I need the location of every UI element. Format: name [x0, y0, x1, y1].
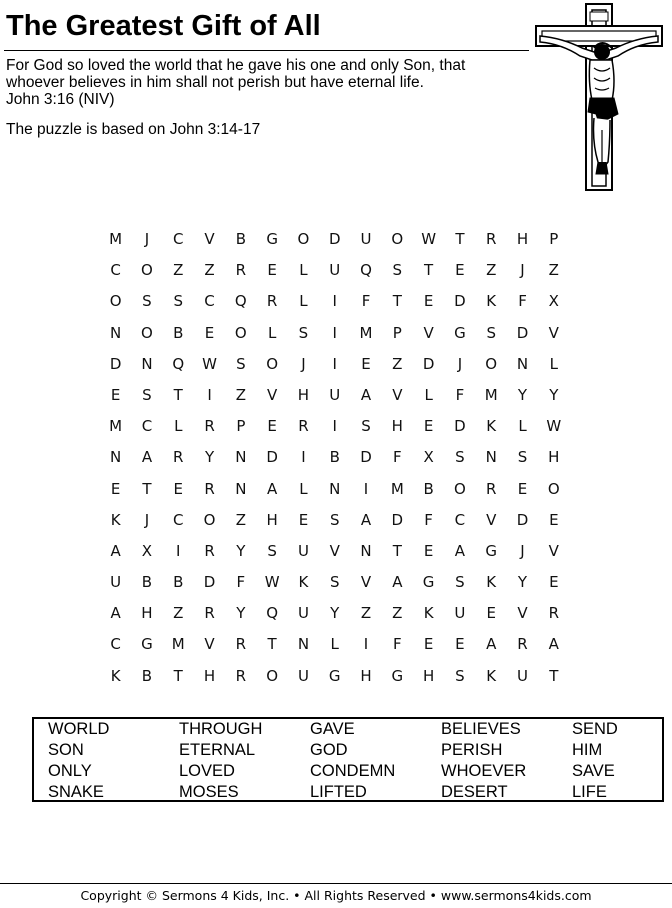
grid-letter[interactable]: Z	[392, 604, 403, 623]
word-list-item: WHOEVER	[441, 762, 527, 780]
grid-letter[interactable]: U	[360, 230, 372, 248]
grid-letter[interactable]: E	[549, 510, 559, 529]
grid-letter[interactable]: E	[486, 604, 496, 623]
grid-letter[interactable]: Q	[172, 354, 185, 373]
grid-letter[interactable]: G	[266, 230, 278, 248]
grid-letter[interactable]: D	[328, 230, 341, 248]
grid-letter[interactable]: L	[174, 417, 183, 436]
grid-letter[interactable]: R	[235, 261, 247, 280]
grid-letter[interactable]: U	[297, 604, 309, 623]
grid-letter[interactable]: C	[173, 510, 184, 529]
grid-letter[interactable]: T	[392, 292, 402, 311]
grid-letter[interactable]: P	[392, 323, 402, 342]
grid-letter[interactable]: O	[109, 292, 122, 311]
grid-letter[interactable]: H	[266, 510, 278, 529]
grid-letter[interactable]: U	[297, 541, 309, 560]
grid-letter[interactable]: H	[203, 666, 216, 685]
grid-letter[interactable]: W	[202, 354, 217, 373]
grid-letter[interactable]: V	[204, 635, 215, 654]
grid-letter[interactable]: M	[109, 230, 123, 248]
grid-letter[interactable]: S	[173, 292, 183, 311]
grid-letter[interactable]: I	[332, 323, 337, 342]
grid-letter[interactable]: Y	[517, 385, 528, 404]
grid-letter[interactable]: C	[141, 417, 153, 436]
grid-letter[interactable]: N	[141, 354, 153, 373]
grid-letter[interactable]: E	[423, 292, 434, 311]
grid-letter[interactable]: Y	[204, 448, 215, 467]
grid-letter[interactable]: N	[297, 635, 310, 654]
grid-letter[interactable]: Z	[173, 261, 184, 280]
grid-letter[interactable]: Y	[549, 385, 559, 404]
grid-letter[interactable]: U	[110, 573, 122, 592]
grid-letter[interactable]: S	[236, 354, 246, 373]
grid-letter[interactable]: I	[363, 635, 369, 654]
grid-letter[interactable]: E	[423, 417, 434, 436]
grid-letter[interactable]: K	[486, 417, 497, 436]
grid-letter[interactable]: D	[109, 354, 122, 373]
grid-letter[interactable]: O	[454, 479, 466, 498]
grid-letter[interactable]: I	[176, 541, 181, 560]
grid-letter[interactable]: C	[110, 261, 121, 280]
word-list-item: PERISH	[441, 741, 503, 759]
grid-letter[interactable]: Z	[360, 604, 372, 623]
grid-letter[interactable]: H	[297, 385, 310, 404]
grid-letter[interactable]: G	[141, 635, 153, 654]
grid-letter[interactable]: T	[173, 385, 183, 404]
grid-letter[interactable]: N	[485, 448, 497, 467]
grid-letter[interactable]: V	[548, 323, 559, 342]
grid-letter[interactable]: E	[361, 354, 371, 373]
grid-letter[interactable]: Z	[392, 354, 403, 373]
grid-letter[interactable]: E	[423, 541, 434, 560]
word-list-item: LIFTED	[310, 783, 367, 801]
grid-letter[interactable]: D	[454, 292, 466, 311]
grid-letter[interactable]: P	[549, 230, 559, 248]
grid-letter[interactable]: R	[485, 479, 497, 498]
grid-letter[interactable]: V	[329, 541, 340, 560]
grid-letter[interactable]: R	[266, 292, 278, 311]
grid-letter[interactable]: R	[204, 417, 215, 436]
grid-letter[interactable]: D	[454, 417, 466, 436]
grid-letter[interactable]: Z	[204, 261, 215, 280]
grid-letter[interactable]: E	[267, 417, 277, 436]
grid-letter[interactable]: B	[141, 573, 153, 592]
grid-letter[interactable]: K	[486, 666, 497, 685]
grid-letter[interactable]: B	[141, 666, 153, 685]
grid-letter[interactable]: M	[484, 385, 498, 404]
grid-letter[interactable]: O	[203, 510, 216, 529]
word-list-item: SNAKE	[48, 783, 104, 801]
grid-letter[interactable]: S	[329, 510, 340, 529]
grid-letter[interactable]: N	[360, 541, 372, 560]
word-list-item: HIM	[572, 741, 603, 759]
grid-letter[interactable]: A	[267, 479, 278, 498]
grid-letter[interactable]: S	[329, 573, 340, 592]
grid-letter[interactable]: N	[235, 479, 247, 498]
word-list-item: BELIEVES	[441, 720, 521, 738]
grid-letter[interactable]: B	[235, 230, 246, 248]
grid-letter[interactable]: O	[141, 261, 153, 280]
grid-letter[interactable]: B	[329, 448, 340, 467]
grid-letter[interactable]: H	[548, 448, 560, 467]
grid-letter[interactable]: R	[204, 604, 215, 623]
grid-letter[interactable]: L	[518, 417, 527, 436]
grid-letter[interactable]: L	[549, 354, 558, 373]
word-list-item: GAVE	[310, 720, 355, 738]
grid-letter[interactable]: T	[392, 541, 402, 560]
grid-letter[interactable]: A	[454, 541, 466, 560]
grid-letter[interactable]: T	[455, 230, 465, 248]
grid-letter[interactable]: Z	[235, 385, 246, 404]
grid-letter[interactable]: V	[204, 230, 215, 248]
grid-letter[interactable]: M	[109, 417, 123, 436]
grid-letter[interactable]: J	[144, 510, 150, 529]
grid-letter[interactable]: V	[517, 604, 528, 623]
grid-letter[interactable]: R	[298, 417, 309, 436]
grid-letter[interactable]: E	[110, 385, 121, 404]
grid-letter[interactable]: E	[110, 479, 121, 498]
word-list-box	[32, 717, 664, 802]
grid-letter[interactable]: M	[390, 479, 404, 498]
grid-letter[interactable]: U	[297, 666, 309, 685]
word-list-item: SAVE	[572, 762, 615, 780]
verse-line: whoever believes in him shall not perish but have eternal life.	[6, 74, 424, 91]
grid-letter[interactable]: N	[329, 479, 341, 498]
grid-letter[interactable]: J	[520, 261, 525, 280]
word-list-item: DESERT	[441, 783, 508, 801]
grid-letter[interactable]: E	[267, 261, 277, 280]
grid-letter[interactable]: N	[235, 448, 247, 467]
word-list-item: GOD	[310, 741, 348, 759]
grid-letter[interactable]: M	[171, 635, 185, 654]
grid-letter[interactable]: I	[332, 292, 337, 311]
grid-letter[interactable]: I	[363, 479, 369, 498]
grid-letter[interactable]: O	[485, 354, 498, 373]
grid-letter[interactable]: J	[301, 354, 306, 373]
grid-letter[interactable]: E	[549, 573, 559, 592]
grid-letter[interactable]: T	[424, 261, 434, 280]
grid-letter[interactable]: H	[422, 666, 435, 685]
grid-letter[interactable]: D	[516, 323, 529, 342]
grid-letter[interactable]: O	[297, 230, 310, 248]
grid-letter[interactable]: T	[173, 666, 183, 685]
grid-letter[interactable]: S	[486, 323, 496, 342]
copyright-footer: Copyright © Sermons 4 Kids, Inc. • All Rights Reserved • www.sermons4kids.com	[80, 888, 592, 903]
grid-letter[interactable]: Y	[236, 604, 246, 623]
grid-letter[interactable]: C	[454, 510, 466, 529]
grid-letter[interactable]: G	[454, 323, 466, 342]
grid-letter[interactable]: O	[266, 354, 279, 373]
grid-letter[interactable]: R	[235, 666, 247, 685]
word-search-grid	[100, 224, 569, 692]
grid-letter[interactable]: A	[360, 385, 372, 404]
grid-letter[interactable]: Q	[360, 261, 372, 280]
grid-letter[interactable]: U	[517, 666, 528, 685]
grid-letter[interactable]: K	[110, 666, 121, 685]
grid-letter[interactable]: W	[264, 573, 280, 592]
grid-letter[interactable]: L	[299, 479, 308, 498]
grid-letter[interactable]: B	[173, 573, 184, 592]
grid-letter[interactable]: B	[173, 323, 184, 342]
verse-line: For God so loved the world that he gave his one and only Son, that	[6, 57, 466, 74]
grid-letter[interactable]: R	[173, 448, 184, 467]
grid-letter[interactable]: S	[142, 292, 152, 311]
grid-letter[interactable]: E	[517, 479, 528, 498]
word-list-item: CONDEMN	[310, 762, 396, 780]
grid-letter[interactable]: L	[330, 635, 339, 654]
grid-letter[interactable]: H	[141, 604, 153, 623]
word-list-item: THROUGH	[179, 720, 263, 738]
grid-letter[interactable]: S	[267, 541, 277, 560]
grid-letter[interactable]: L	[424, 385, 433, 404]
word-list-item: SEND	[572, 720, 618, 738]
grid-letter[interactable]: K	[486, 292, 497, 311]
grid-letter[interactable]: Z	[173, 604, 184, 623]
grid-letter[interactable]: S	[361, 417, 371, 436]
grid-letter[interactable]: Y	[330, 604, 340, 623]
grid-letter[interactable]: Z	[548, 261, 559, 280]
grid-letter[interactable]: H	[516, 230, 529, 248]
grid-letter[interactable]: H	[360, 666, 372, 685]
title-divider	[4, 50, 529, 51]
grid-letter[interactable]: D	[422, 354, 435, 373]
grid-letter[interactable]: V	[392, 385, 403, 404]
grid-letter[interactable]: S	[392, 261, 403, 280]
word-list-item: SON	[48, 741, 84, 759]
grid-letter[interactable]: I	[207, 385, 212, 404]
grid-letter[interactable]: X	[423, 448, 434, 467]
grid-letter[interactable]: N	[110, 448, 122, 467]
grid-letter[interactable]: E	[173, 479, 183, 498]
grid-letter[interactable]: Z	[486, 261, 497, 280]
grid-letter[interactable]: G	[422, 573, 435, 592]
word-list-item: WORLD	[48, 720, 110, 738]
grid-letter[interactable]: E	[204, 323, 215, 342]
grid-letter[interactable]: U	[329, 385, 341, 404]
grid-letter[interactable]: J	[520, 541, 525, 560]
grid-letter[interactable]: C	[204, 292, 215, 311]
grid-letter[interactable]: G	[328, 666, 341, 685]
grid-letter[interactable]: B	[423, 479, 434, 498]
verse-block	[6, 57, 526, 108]
grid-letter[interactable]: T	[549, 666, 559, 685]
grid-letter[interactable]: S	[517, 448, 528, 467]
grid-letter[interactable]: A	[548, 635, 559, 654]
grid-letter[interactable]: V	[267, 385, 278, 404]
grid-letter[interactable]: R	[204, 541, 215, 560]
grid-letter[interactable]: F	[393, 635, 402, 654]
grid-letter[interactable]: I	[332, 354, 337, 373]
grid-letter[interactable]: A	[110, 604, 121, 623]
grid-letter[interactable]: O	[391, 230, 404, 248]
grid-letter[interactable]: F	[424, 510, 433, 529]
grid-letter[interactable]: X	[548, 292, 559, 311]
footer-divider	[0, 883, 672, 884]
grid-letter[interactable]: F	[518, 292, 527, 311]
grid-letter[interactable]: F	[393, 448, 402, 467]
grid-letter[interactable]: K	[110, 510, 121, 529]
grid-letter[interactable]: D	[360, 448, 372, 467]
grid-letter[interactable]: L	[299, 292, 308, 311]
grid-letter[interactable]: U	[454, 604, 466, 623]
grid-letter[interactable]: I	[332, 417, 337, 436]
grid-letter[interactable]: H	[391, 417, 403, 436]
grid-letter[interactable]: N	[516, 354, 529, 373]
grid-letter[interactable]: A	[486, 635, 497, 654]
grid-letter[interactable]: T	[142, 479, 152, 498]
grid-letter[interactable]: O	[141, 323, 153, 342]
word-list-item: MOSES	[179, 783, 239, 801]
grid-letter[interactable]: R	[548, 604, 560, 623]
grid-letter[interactable]: P	[236, 417, 246, 436]
grid-letter[interactable]: S	[455, 666, 465, 685]
grid-letter[interactable]: S	[455, 573, 465, 592]
grid-letter[interactable]: L	[267, 323, 277, 342]
grid-letter[interactable]: S	[298, 323, 309, 342]
grid-letter[interactable]: F	[361, 292, 371, 311]
grid-letter[interactable]: D	[266, 448, 278, 467]
grid-letter[interactable]: F	[236, 573, 246, 592]
word-list-item: ONLY	[48, 762, 92, 780]
grid-letter[interactable]: R	[235, 635, 247, 654]
grid-letter[interactable]: R	[517, 635, 528, 654]
verse-reference: John 3:16 (NIV)	[6, 91, 115, 108]
word-list-item: LIFE	[572, 783, 607, 801]
grid-letter[interactable]: L	[299, 261, 308, 280]
grid-letter[interactable]: C	[173, 230, 184, 248]
grid-letter[interactable]: V	[548, 541, 559, 560]
grid-letter[interactable]: V	[360, 573, 372, 592]
grid-letter[interactable]: Y	[236, 541, 246, 560]
grid-letter[interactable]: Q	[234, 292, 247, 311]
grid-letter[interactable]: K	[486, 573, 497, 592]
grid-letter[interactable]: O	[234, 323, 247, 342]
grid-letter[interactable]: A	[141, 448, 153, 467]
grid-letter[interactable]: S	[142, 385, 152, 404]
grid-letter[interactable]: E	[455, 635, 465, 654]
crucifix-icon	[532, 2, 666, 192]
grid-letter[interactable]: J	[144, 230, 150, 248]
grid-letter[interactable]: U	[329, 261, 341, 280]
grid-letter[interactable]: X	[141, 541, 153, 560]
grid-letter[interactable]: C	[110, 635, 121, 654]
word-list-item: LOVED	[179, 762, 235, 780]
grid-letter[interactable]: T	[267, 635, 277, 654]
page-title: The Greatest Gift of All	[6, 10, 321, 42]
grid-letter[interactable]: D	[391, 510, 404, 529]
grid-letter[interactable]: E	[298, 510, 309, 529]
grid-letter[interactable]: K	[298, 573, 309, 592]
grid-letter[interactable]: W	[546, 417, 562, 436]
grid-letter[interactable]: O	[547, 479, 560, 498]
grid-letter[interactable]: E	[455, 261, 465, 280]
grid-letter[interactable]: G	[485, 541, 498, 560]
grid-letter[interactable]: W	[421, 230, 437, 248]
grid-letter[interactable]: Z	[235, 510, 246, 529]
grid-letter[interactable]: V	[486, 510, 497, 529]
grid-letter[interactable]: G	[391, 666, 404, 685]
grid-letter[interactable]: O	[266, 666, 279, 685]
grid-letter[interactable]: S	[455, 448, 465, 467]
grid-letter[interactable]: R	[485, 230, 497, 248]
grid-letter[interactable]: E	[423, 635, 434, 654]
grid-letter[interactable]: V	[423, 323, 434, 342]
grid-letter[interactable]: Q	[266, 604, 279, 623]
word-list-item: ETERNAL	[179, 741, 256, 759]
grid-letter[interactable]: K	[423, 604, 434, 623]
grid-letter[interactable]: A	[110, 541, 121, 560]
grid-letter[interactable]: I	[301, 448, 306, 467]
grid-letter[interactable]: J	[457, 354, 463, 373]
grid-letter[interactable]: F	[455, 385, 465, 404]
grid-letter[interactable]: D	[203, 573, 216, 592]
grid-letter[interactable]: M	[359, 323, 373, 342]
grid-letter[interactable]: D	[516, 510, 529, 529]
grid-letter[interactable]: A	[392, 573, 403, 592]
grid-letter[interactable]: N	[110, 323, 122, 342]
grid-letter[interactable]: R	[204, 479, 215, 498]
puzzle-basis-note: The puzzle is based on John 3:14-17	[6, 121, 261, 138]
grid-letter[interactable]: Y	[517, 573, 528, 592]
grid-letter[interactable]: A	[360, 510, 372, 529]
